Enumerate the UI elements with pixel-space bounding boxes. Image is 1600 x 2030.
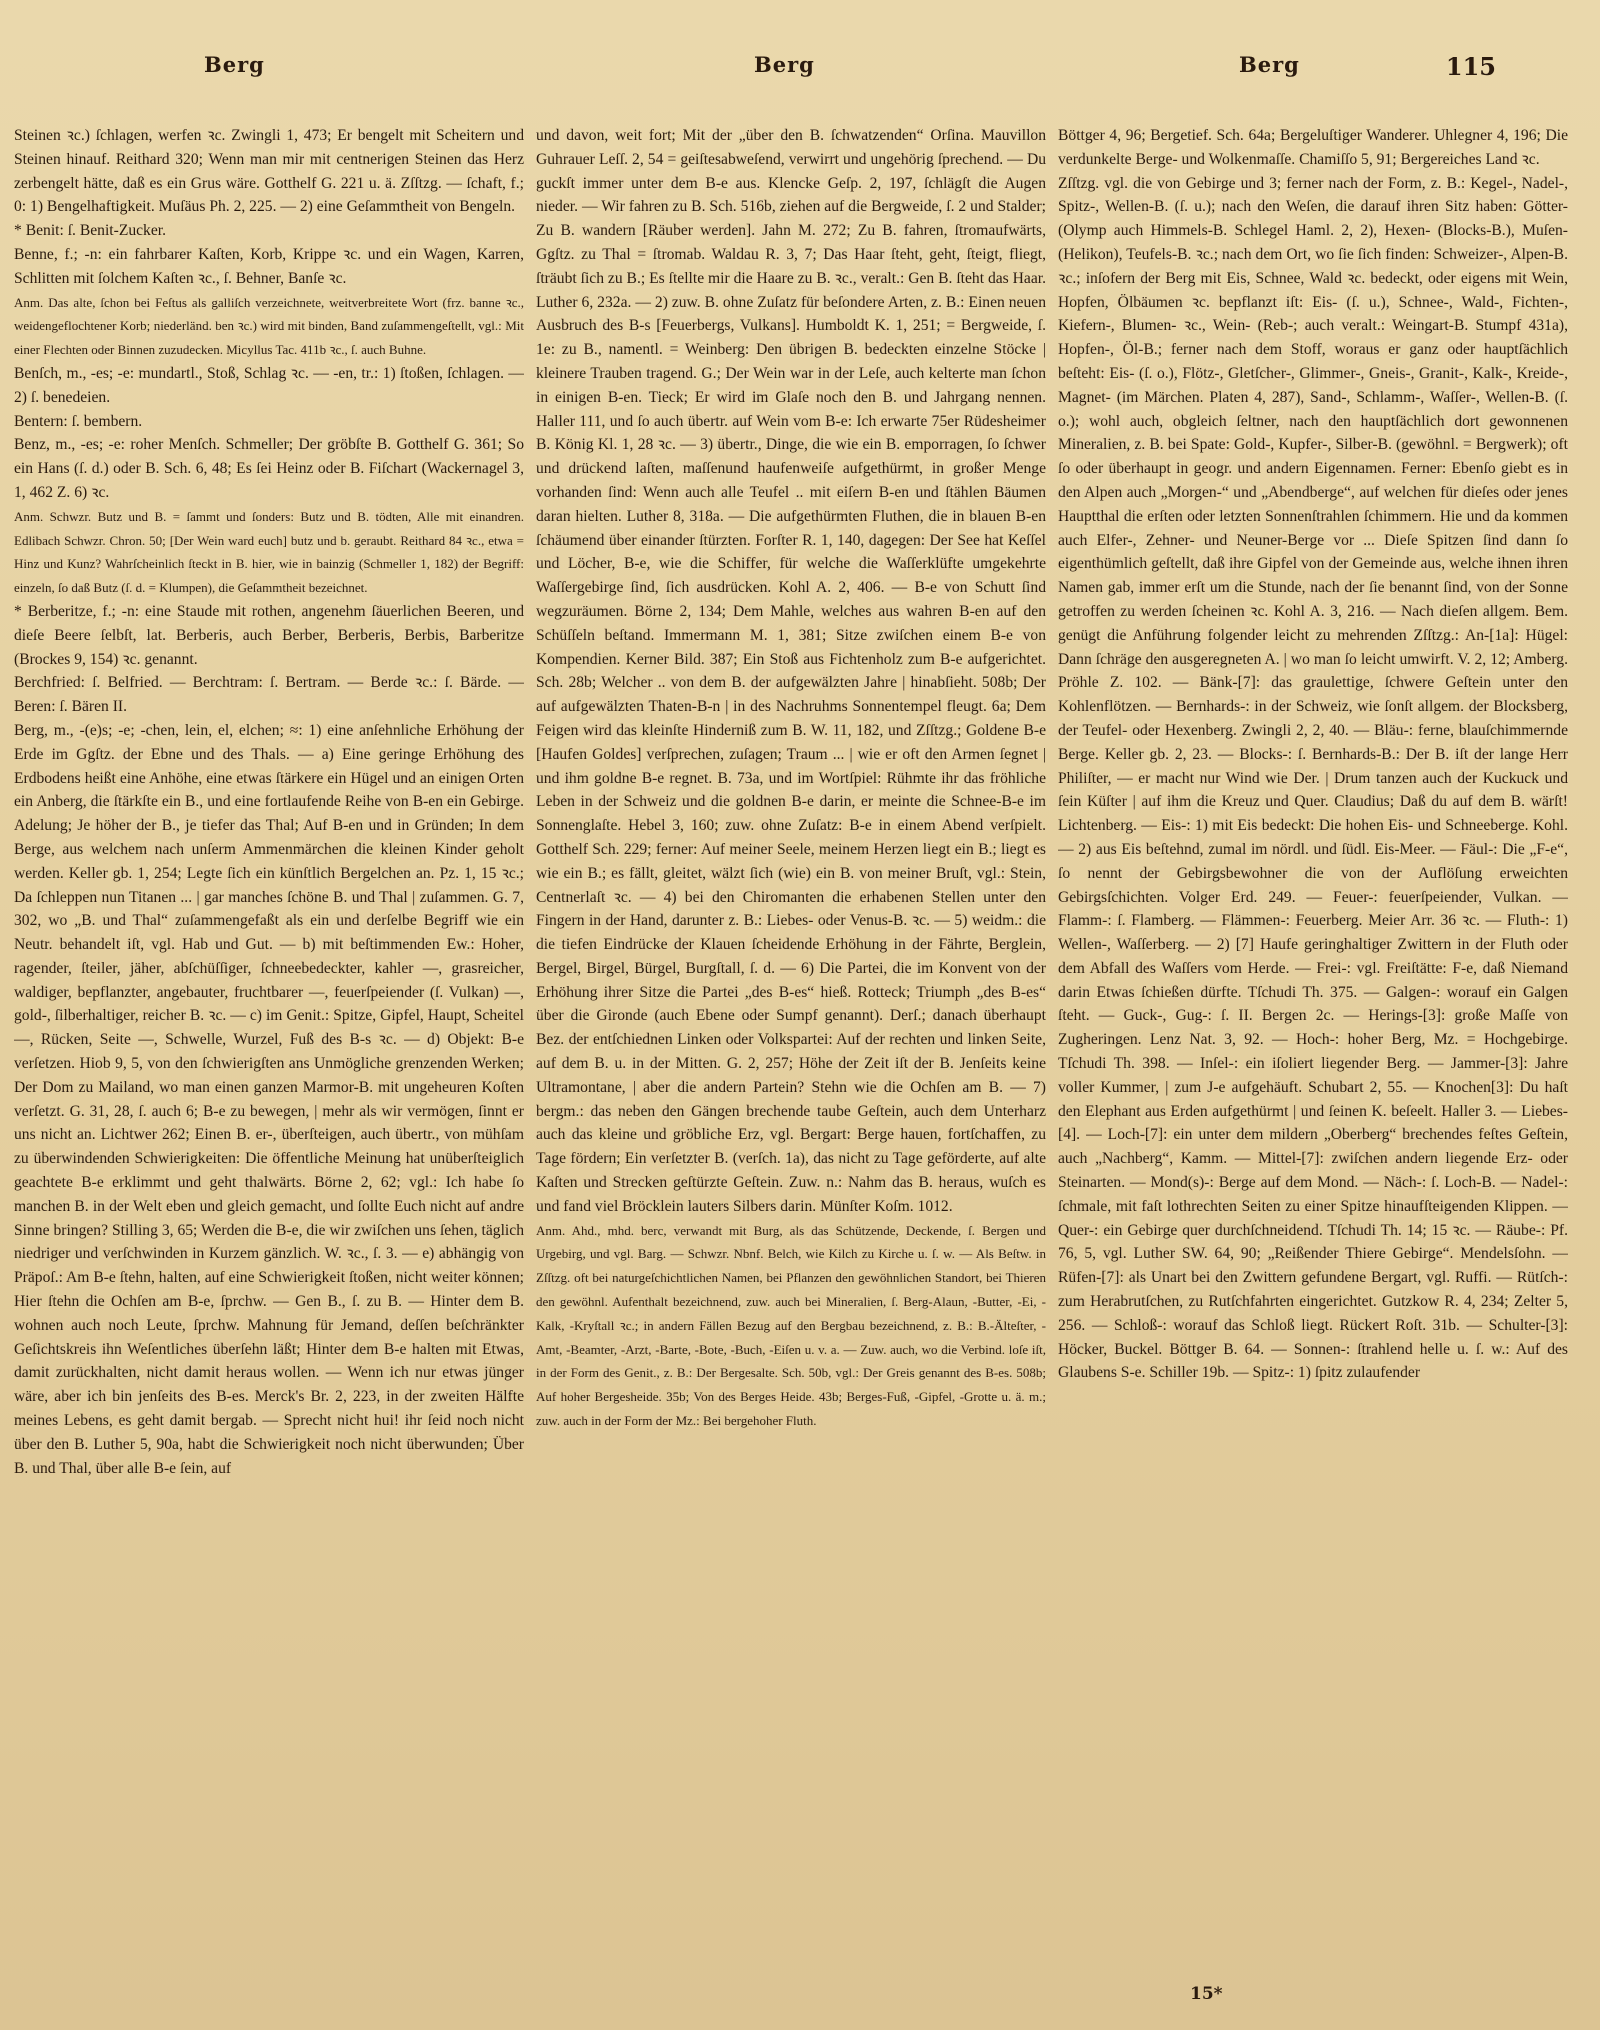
- paragraph-note: Anm. Das alte, ſchon bei Feſtus als galliſch verzeichnete, weitverbreitete Wort (frz. banne ꝛc., weidengeflochtener Korb; niederländ. ben ꝛc.) wird mit binden, Band zuſammengeſtellt, vgl.: Mit einer Flechten oder Binnen zuzudecken. Micyllus Tac. 411b ꝛc., ſ. auch Buhne.: [14, 294, 524, 358]
- paragraph: Bentern: ſ. bembern.: [14, 412, 143, 430]
- paragraph: Benz, m., -es; -e: roher Menſch. Schmeller; Der gröbſte B. Gotthelf G. 361; So ein Hans (ſ. d.) oder B. Sch. 6, 48; Es ſei Heinz oder B. Fiſchart (Wackernagel 3, 1, 462 Z. 6) ꝛc.: [14, 436, 524, 501]
- column-left: [14, 124, 524, 1984]
- header-headword-center: Berg: [754, 52, 815, 77]
- paragraph: Steinen ꝛc.) ſchlagen, werfen ꝛc. Zwingli 1, 473; Er bengelt mit Scheitern und Steinen hinauf. Reithard 320; Wenn man mir mit centnerigen Steinen das Herz zerbengelt hätte, daß es ein Grus wäre. Gotthelf G. 221 u. ä. Zſſtzg. — ſchaft, f.; 0: 1) Bengelhaftigkeit. Muſäus Ph. 2, 225. — 2) eine Geſammtheit von Bengeln.: [14, 127, 524, 216]
- paragraph-note: Anm. Ahd., mhd. berc, verwandt mit Burg, als das Schützende, Deckende, ſ. Bergen und Urgebirg, und vgl. Barg. — Schwzr. Nbnf. Belch, wie Kilch zu Kirche u. ſ. w. — Als Beſtw. in Zſſtzg. oft bei naturgeſchichtlichen Namen, bei Pflanzen den gewöhnlichen Standort, bei Thieren den gewöhnl. Aufenthalt bezeichnend, zuw. auch bei Mineralien, ſ. Berg-Alaun, -Butter, -Ei, -Kalk, -Kryſtall ꝛc.; in andern Fällen Bezug auf den Bergbau bezeichnend, z. B.: B.-Älteſter, -Amt, -Beamter, -Arzt, -Barte, -Bote, -Buch, -Eiſen u. v. a. — Zuw. auch, wo die Verbind. loſe iſt, in der Form des Genit., z. B.: Der Bergesalte. Sch. 50b, vgl.: Der Greis genannt des B-es. 508b; Auf hoher Bergesheide. 35b; Von des Berges Heide. 43b; Berges-Fuß, -Gipfel, -Grotte u. ä. m.; zuw. auch in der Form der Mz.: Bei bergehoher Fluth.: [536, 1222, 1046, 1429]
- text-columns: [14, 124, 1582, 1984]
- paragraph: Benne, f.; -n: ein fahrbarer Kaſten, Korb, Krippe ꝛc. und ein Wagen, Karren, Schlitten mit ſolchem Kaſten ꝛc., ſ. Behner, Banſe ꝛc.: [14, 245, 524, 287]
- column-right: [1058, 124, 1568, 1984]
- paragraph: Benſch, m., -es; -e: mundartl., Stoß, Schlag ꝛc. — -en, tr.: 1) ſtoßen, ſchlagen. — 2) ſ. benedeien.: [14, 364, 524, 406]
- paragraph: Berg, m., -(e)s; -e; -chen, lein, el, elchen; ≈: 1) eine anſehnliche Erhöhung der Erde im Ggſtz. der Ebne und des Thals. — a) Eine geringe Erhöhung des Erdbodens heißt eine Anhöhe, eine etwas ſtärkere ein Hügel und an einigen Orten ein Anberg, die ſtärkſte ein B., und eine fortlaufende Reihe von B-en ein Gebirge. Adelung; Je höher der B., je tiefer das Thal; Auf B-en und in Gründen; In dem Berge, aus welchem nach unſerm Ammenmärchen die kleinen Kinder geholt werden. Keller gb. 1, 254; Legte ſich ein künſtlich Bergelchen an. Pz. 1, 15 ꝛc.; Da ſchleppen nun Titanen ... | gar manches ſchöne B. und Thal | zuſammen. G. 7, 302, wo „B. und Thal“ zuſammengefaßt als ein und derſelbe Begriff wie ein Neutr. behandelt iſt, vgl. Hab und Gut. — b) mit beſtimmenden Ew.: Hoher, ragender, ſteiler, jäher, abſchüſſiger, ſchneebedeckter, kahler —, grasreicher, waldiger, bepflanzter, angebauter, fruchtbarer —, feuerſpeiender (ſ. Vulkan) —, gold-, ſilberhaltiger, reicher B. ꝛc. — c) im Genit.: Spitze, Gipfel, Haupt, Scheitel —, Rücken, Seite —, Schwelle, Wurzel, Fuß des B-s ꝛc. — d) Objekt: B-e verſetzen. Hiob 9, 5, von den ſchwierigſten ans Unmögliche grenzenden Werken; Der Dom zu Mailand, wo man einen ganzen Marmor-B. mit ungeheuren Koſten verſetzt. G. 31, 28, ſ. auch 6; B-e zu bewegen, | mehr als wir vermögen, ſinnt er uns nicht an. Lichtwer 262; Einen B. er-, überſteigen, auch übertr., von mühſam zu überwindenden Schwierigkeiten: Die öffentliche Meinung hat unüberſteiglich geachtete B-e erklimmt und geht thalwärts. Börne 2, 62; vgl.: Ich habe ſo manchen B. in der Welt eben und gleich gemacht, und ſollte Euch nicht auf andre Sinne bringen? Stilling 3, 65; Werden die B-e, die wir zwiſchen uns ſehen, täglich niedriger und verſchwinden in Kurzem gänzlich. W. ꝛc., ſ. 3. — e) abhängig von Präpoſ.: Am B-e ſtehn, halten, auf eine Schwierigkeit ſtoßen, nicht weiter können; Hier ſtehn die Ochſen am B-e, ſprchw. — Gen B., ſ. zu B. — Hinter dem B. wohnen auch noch Leute, ſprchw. Mahnung für Jemand, deſſen beſchränkter Geſichtskreis ihn Weſentliches überſehn läßt; Hinter dem B-e halten mit Etwas, damit zurückhalten, nicht damit heraus wollen. — Wenn ich nur etwas jünger wäre, aber ich bin jenſeits des B-es. Merck's Br. 2, 223, in der zweiten Hälfte meines Lebens, es geht damit bergab. — Sprecht nicht hui! ihr ſeid noch nicht über den B. Luther 5, 90a, habt die Schwierigkeit noch nicht überwunden; Über B. und Thal, über alle B-e ſein, auf: [14, 721, 524, 1477]
- printer-signature: 15*: [1190, 1984, 1223, 2004]
- paragraph-note: Anm. Schwzr. Butz und B. = ſammt und ſonders: Butz und B. tödten, Alle mit einandren. Edlibach Schwzr. Chron. 50; [Der Wein ward euch] butz und b. geraubt. Reithard 84 ꝛc., etwa = Hinz und Kunz? Wahrſcheinlich ſteckt in B. hier, wie in bainzig (Schmeller 1, 182) der Begriff: einzeln, ſo daß Butz (ſ. d. = Klumpen), die Geſammtheit bezeichnet.: [14, 508, 524, 596]
- paragraph: Böttger 4, 96; Bergetief. Sch. 64a; Bergeluſtiger Wanderer. Uhlegner 4, 196; Die verdunkelte Berge- und Wolkenmaſſe. Chamiſſo 5, 91; Bergereiches Land ꝛc.: [1058, 127, 1568, 168]
- header-headword-right: Berg: [1239, 52, 1300, 77]
- paragraph: und davon, weit fort; Mit der „über den B. ſchwatzenden“ Orſina. Mauvillon Guhrauer Leſſ. 2, 54 = geiſtesabweſend, verwirrt und ungehörig ſprechend. — Du guckſt immer unter dem B-e aus. Klencke Geſp. 2, 197, ſchlägſt die Augen nieder. — Wir fahren zu B. Sch. 516b, ziehen auf die Bergweide, ſ. 2 und Stalder; Zu B. wandern [Räuber werden]. Jahn M. 272; Zu B. fahren, ſtromaufwärts, Ggſtz. zu Thal = ſtromab. Waldau R. 3, 7; Das Haar ſteht, geht, ſteigt, fliegt, ſträubt ſich zu B.; Es ſtellte mir die Haare zu B. ꝛc., veralt.: Gen B. ſteht das Haar. Luther 6, 232a. — 2) zuw. B. ohne Zuſatz für beſondere Arten, z. B.: Einen neuen Ausbruch des B-s [Feuerbergs, Vulkans]. Humboldt K. 1, 251; = Bergweide, ſ. 1e: zu B., namentl. = Weinberg: Den übrigen B. bedeckten einzelne Stöcke | kleinere Trauben tragend. G.; Der Wein war in der Leſe, auch kelterte man ſchon in einigen B-en. Tieck; Er wird im Glaſe noch den B. und Jahrgang nennen. Haller 111, und ſo auch übertr. auf Wein vom B-e: Ich erwarte 75er Rüdesheimer B. König Kl. 1, 28 ꝛc. — 3) übertr., Dinge, die wie ein B. emporragen, ſo ſchwer und drückend laſten, maſſenund haufenweiſe aufgethürmt, in großer Menge vorhanden ſind: Wenn auch alle Teufel .. mit eiſern B-en und ſtählen Bäumen daran hielten. Luther 8, 318a. — Die aufgethürmten Fluthen, die in blauen B-en ſchäumend über einander ſtürzten. Forſter R. 1, 140, dagegen: Der See hat Keſſel und Löcher, B-e, wie die Schiffer, für welche die Waſſerklüfte umgekehrte Waſſergebirge ſind, ſich ausdrücken. Kohl A. 2, 406. — B-e von Schutt ſind wegzuräumen. Börne 2, 134; Dem Mahle, welches aus wahren B-en auf den Schüſſeln beſtand. Immermann M. 1, 381; Sitze zwiſchen einem B-e von Kompendien. Kerner Bild. 387; Ein Stoß aus Fichtenholz zum B-e aufgerichtet. Sch. 28b; Welcher .. von dem B. der aufgewälzten Jahre | hinabſieht. 508b; Der auf aufgewälzten Thaten-B-n | in des Nachruhms Sonnentempel fleugt. 6a; Dem Feigen wird das kleinſte Hinderniß zum B. W. 11, 182, und Zſſtzg.; Goldene B-e [Haufen Goldes] verſprechen, zuſagen; Traum ... | wie er oft den Armen ſegnet | und ihm goldne B-e regnet. B. 73a, und im Wortſpiel: Rühmte ihr das fröhliche Leben in der Schweiz und die goldnen B-e darin, er meinte die Schnee-B-e im Sonnenglaſte. Hebel 3, 160; zuw. ohne Zuſatz: B-e in einem Abend verſpielt. Gotthelf Sch. 229; ferner: Auf meiner Seele, meinem Herzen liegt ein B.; liegt es wie ein B.; es fällt, gleitet, wälzt ſich (wie) ein B. von meiner Bruſt, vgl.: Stein, Centnerlaſt ꝛc. — 4) bei den Chiromanten die erhabenen Stellen unter den Fingern in der Hand, darunter z. B.: Liebes- oder Venus-B. ꝛc. — 5) weidm.: die die tiefen Eindrücke der Klauen ſcheidende Erhöhung in der Fährte, Berglein, Bergel, Birgel, Bürgel, Burgſtall, ſ. d. — 6) Die Partei, die im Konvent von der Erhöhung ihrer Sitze die Partei „des B-es“ hieß. Rotteck; Triumph „des B-es“ über die Gironde (auch Ebene oder Sumpf genannt). Derſ.; danach überhaupt Bez. der entſchiednen Linken oder Volkspartei: Auf der rechten und linken Seite, auf dem B. u. in der Mitten. G. 2, 257; Höhe der Zeit iſt der B. Jenſeits keine Ultramontane, | aber die andern Partein? Stehn wie die Ochſen am B. — 7) bergm.: das neben den Gängen brechende taube Geſtein, auch dem Unterharz auch das kleine und gröbliche Erz, vgl. Bergart: Berge hauen, fortſchaffen, zu Tage fördern; Ein verſetzter B. (verſch. 1a), das nicht zu Tage geförderte, auf alte Kaſten und Strecken geſtürzte Geſtein. Zuw. n.: Nahm das B. heraus, wuſch es und fand viel Bröcklein lauters Silbers darin. Münſter Koſm. 1012.: [536, 127, 1046, 1215]
- page-number: 115: [1445, 52, 1496, 81]
- column-middle: [536, 124, 1046, 1984]
- running-header: [14, 52, 1582, 102]
- paragraph: Zſſtzg. vgl. die von Gebirge und 3; ferner nach der Form, z. B.: Kegel-, Nadel-, Spitz-, Wellen-B. (ſ. u.); nach den Weſen, die darauf ihren Sitz haben: Götter- (Olymp auch Himmels-B. Schlegel Haml. 2, 2), Hexen- (Blocks-B.), Muſen- (Helikon), Teufels-B. ꝛc.; nach dem Ort, wo ſie ſich finden: Schweizer-, Alpen-B. ꝛc.; inſofern der Berg mit Eis, Schnee, Wald ꝛc. bedeckt, oder eigens mit Wein, Hopfen, Ölbäumen ꝛc. bepflanzt iſt: Eis- (ſ. u.), Schnee-, Wald-, Fichten-, Kiefern-, Blumen- ꝛc., Wein- (Reb-; auch veralt.: Weingart-B. Stumpf 431a), Hopfen-, Öl-B.; ferner nach dem Stoff, woraus er ganz oder hauptſächlich beſteht: Eis- (ſ. o.), Flötz-, Gletſcher-, Glimmer-, Gneis-, Granit-, Kalk-, Kreide-, Magnet- (im Märchen. Platen 4, 287), Sand-, Schlamm-, Waſſer-, Wellen-B. (ſ. o.); wohl auch, obgleich ſeltner, nach den hauptſächlich dort gewonnenen Mineralien, z. B. bei Spate: Gold-, Kupfer-, Silber-B. (gewöhnl. = Bergwerk); oft ſo oder überhaupt in geogr. und andern Eigennamen. Ferner: Ebenſo giebt es in den Alpen auch „Morgen-“ und „Abendberge“, auf welchen für dieſes oder jenes Hauptthal die erſten oder letzten Sonnenſtrahlen ſchimmern. Hie und da kommen auch Elfer-, Zehner- und Neuner-Berge vor ... Dieſe Spitzen ſind dann ſo eigenthümlich geſtellt, daß ihre Gipfel von der Gemeinde aus, welche ihnen ihren Namen gab, immer erſt um die Stunde, nach der ſie benannt ſind, von der Sonne getroffen zu werden ſcheinen ꝛc. Kohl A. 3, 216. — Nach dieſen allgem. Bem. genügt die Anführung folgender leicht zu mehrenden Zſſtzg.: An-[1a]: Hügel: Dann ſchräge den ausgeregneten A. | wo man ſo leicht umwirft. V. 2, 12; Amberg. Pröhle Z. 102. — Bänk-[7]: das graulettige, ſchwere Geſtein unter den Kohlenflötzen. — Bernhards-: in der Schweiz, wie ſonſt allgem. der Blocksberg, der Teufel- oder Hexenberg. Zwingli 2, 2, 40. — Bläu-: ferne, blauſchimmernde Berge. Keller gb. 2, 23. — Blocks-: ſ. Bernhards-B.: Der B. iſt der lange Herr Philiſter, — er macht nur Wind wie Der. | Drum tanzen auch der Kuckuck und ſein Küſter | auf ihm die Kreuz und Quer. Claudius; Daß du auf dem B. wärſt! Lichtenberg. — Eis-: 1) mit Eis bedeckt: Die hohen Eis- und Schneeberge. Kohl. — 2) aus Eis beſtehnd, zumal im nördl. und ſüdl. Eis-Meer. — Fäul-: Die „F-e“, ſo nennt der Gebirgsbewohner die von der Auflöſung erweichten Gebirgsſchichten. Volger Erd. 249. — Feuer-: feuerſpeiender, Vulkan. — Flamm-: ſ. Flamberg. — Flämmen-: Feuerberg. Meier Arr. 36 ꝛc. — Fluth-: 1) Wellen-, Waſſerberg. — 2) [7] Haufe geringhaltiger Zwittern in der Fluth oder dem Abfall des Waſſers vom Herde. — Frei-: vgl. Freiſtätte: F-e, daß Niemand darin Etwas ſchießen dürfte. Tſchudi Th. 375. — Galgen-: worauf ein Galgen ſteht. — Guck-, Gug-: ſ. II. Bergen 2c. — Herings-[3]: große Maſſe von Zugheringen. Lenz Nat. 3, 92. — Hoch-: hoher Berg, Mz. = Hochgebirge. Tſchudi Th. 398. — Inſel-: ein iſoliert liegender Berg. — Jammer-[3]: Jahre voller Kummer, | zum J-e aufgehäuft. Schubart 2, 55. — Knochen[3]: Du haſt den Elephant aus Erden aufgethürmt | und ſeinen K. beſeelt. Haller 3. — Liebes-[4]. — Loch-[7]: ein unter dem mildern „Oberberg“ brechendes feſtes Geſtein, auch „Nachberg“, Kamm. — Mittel-[7]: zwiſchen andern liegende Erz- oder Steinarten. — Mond(s)-: Berge auf dem Mond. — Näch-: ſ. Loch-B. — Nadel-: ſchmale, mit faſt lothrechten Seiten zu einer Spitze hinaufſteigenden Klippen. — Quer-: ein Gebirge quer durchſchneidend. Tſchudi Th. 14; 15 ꝛc. — Räube-: Pf. 76, 5, vgl. Luther SW. 64, 90; „Reißender Thiere Gebirge“. Mendelsſohn. — Rüfen-[7]: als Unart bei den Zwittern gefundene Bergart, vgl. Ruffi. — Rütſch-: zum Herabrutſchen, zu Rutſchfahrten eingerichtet. Gutzkow R. 4, 234; Zelter 5, 256. — Schloß-: worauf das Schloß liegt. Rückert Roſt. 31b. — Schulter-[3]: Höcker, Buckel. Böttger B. 64. — Sonnen-: ſtrahlend helle u. ſ. w.: Auf des Glaubens S-e. Schiller 19b. — Spitz-: 1) ſpitz zulaufender: [1058, 174, 1568, 1382]
- header-headword-left: Berg: [204, 52, 265, 77]
- paragraph: * Benit: ſ. Benit-Zucker.: [14, 222, 167, 240]
- paragraph: * Berberitze, f.; -n: eine Staude mit rothen, angenehm ſäuerlichen Beeren, und dieſe Beere ſelbſt, lat. Berberis, auch Berber, Berberis, Berbis, Barberitze (Brockes 9, 154) ꝛc. genannt.: [14, 602, 524, 668]
- paragraph: Berchfried: ſ. Belfried. — Berchtram: ſ. Bertram. — Berde ꝛc.: ſ. Bärde. — Beren: ſ. Bären II.: [14, 674, 524, 716]
